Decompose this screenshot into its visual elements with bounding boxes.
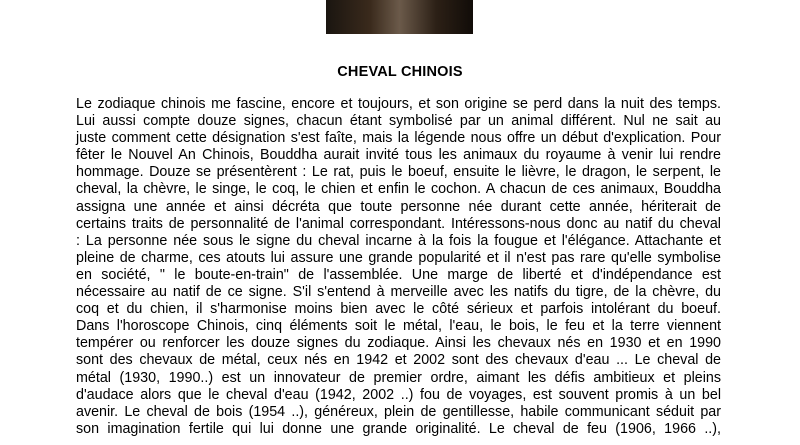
body-line: d'audace alors que le cheval d'eau (1942, 2002 ..) fou de voyages, est souvent promis à un bel [76,386,721,403]
article-body [76,96,721,438]
body-line: assigna une année et ainsi décréta que toute personne née durant cette année, hériterait de [76,198,721,215]
body-line: pleine de charme, ces atouts lui assure une grande popularité et il n'est pas rare qu'elle symbolise [76,249,721,266]
body-line: : La personne née sous le signe du cheval incarne à la fois la fougue et l'élégance. Attachante et [76,232,721,249]
body-line: certains traits de personnalité de l'animal correspondant. Intéressons-nous donc au natif du cheval [76,215,721,232]
body-line: son imagination fertile qui lui donne une grande originalité. Le cheval de feu (1906, 1966 ..), [76,420,721,437]
body-line: métal (1930, 1990..) est un innovateur de premier ordre, aimant les défis ambitieux et pleins [76,369,721,386]
body-line: Lui aussi compte douze signes, chacun étant symbolisé par un animal différent. Nul ne sait au [76,113,721,130]
body-line: avenir. Le cheval de bois (1954 ..), généreux, plein de gentillesse, habile communicant séduit par [76,403,721,420]
body-line: juste comment cette désignation s'est faîte, mais la légende nous offre un début d'explication. Pour [76,130,721,147]
body-line: en société, " le boute-en-train" de l'assemblée. Une marge de liberté et d'indépendance est [76,266,721,283]
page-title: CHEVAL CHINOIS [337,64,463,80]
body-line: Le zodiaque chinois me fascine, encore et toujours, et son origine se perd dans la nuit des temps. [76,96,721,112]
body-line: fêter le Nouvel An Chinois, Bouddha aurait invité tous les animaux du royaume à venir lui rendre [76,147,721,164]
horse-photo [326,0,473,34]
body-line: coq et du chien, il s'harmonise moins bien avec le côté sérieux et parfois intolérant du boeuf. [76,301,721,318]
body-line: cheval, la chèvre, le singe, le coq, le chien et enfin le cochon. A chacun de ces animaux, Bouddha [76,181,721,198]
body-line: Dans l'horoscope Chinois, cinq éléments soit le métal, l'eau, le bois, le feu et la terre viennent [76,318,721,335]
body-line: nécessaire au natif de ce signe. S'il s'entend à merveille avec les natifs du tigre, de la chèvre, du [76,284,721,301]
body-line: sont des chevaux de métal, ceux nés en 1942 et 2002 sont des chevaux d'eau ... Le cheval de [76,352,721,369]
body-line: hommage. Douze se présentèrent : Le rat, puis le boeuf, ensuite le lièvre, le dragon, le serpent, le [76,164,721,181]
body-line: tempérer ou renforcer les douze signes du zodiaque. Ainsi les chevaux nés en 1930 et en 1990 [76,335,721,352]
